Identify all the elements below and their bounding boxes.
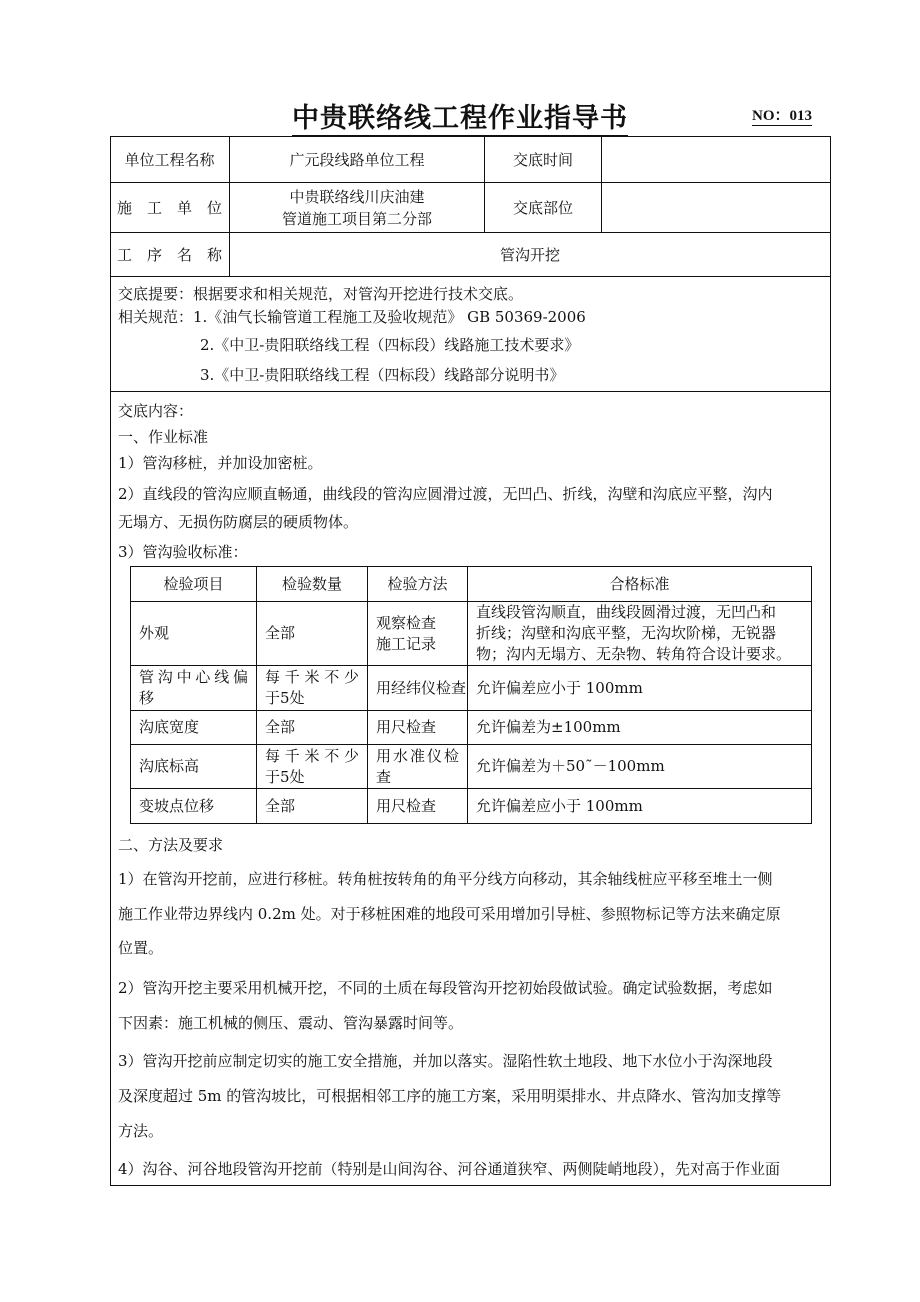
construction-unit-value: 中贵联络线川庆油建 管道施工项目第二分部: [281, 187, 432, 228]
table-header-cell: 合格标准: [609, 574, 670, 593]
paragraph-line: 3）管沟开挖前应制定切实的施工安全措施，并加以落实。湿陷性软土地段、地下水位小于沟深地段: [118, 1052, 773, 1070]
paragraph-line: 位置。: [118, 939, 164, 957]
paragraph-line: 2）管沟开挖主要采用机械开挖，不同的土质在每段管沟开挖初始段做试验。确定试验数据，考虑如: [118, 979, 773, 997]
table-cell: 允许偏差为＋50˜－100mm: [476, 757, 665, 775]
table-cell: 全部: [265, 624, 296, 642]
construction-unit-label: 施 工 单 位: [117, 198, 222, 217]
briefing-part-value: [602, 183, 830, 232]
table-cell: 允许偏差为±100mm: [476, 718, 621, 736]
content-heading: 交底内容：: [118, 402, 194, 420]
row-divider: [110, 391, 831, 392]
list-item: 3）管沟验收标准：: [118, 543, 248, 561]
list-item: 无塌方、无损伤防腐层的硬质物体。: [118, 513, 359, 531]
unit-project-label: 单位工程名称: [124, 150, 215, 169]
unit-project-value: 广元段线路单位工程: [289, 150, 425, 169]
table-cell: 外观: [139, 624, 170, 642]
related-standard-2: 2.《中卫-贵阳联络线工程（四标段）线路施工技术要求》: [200, 336, 580, 354]
table-cell: 变坡点位移: [139, 796, 215, 815]
paragraph-line: 下因素：施工机械的侧压、震动、管沟暴露时间等。: [118, 1014, 464, 1032]
table-cell: 沟底宽度: [139, 718, 200, 736]
table-cell: 用尺检查: [376, 796, 437, 815]
section-heading: 二、方法及要求: [118, 836, 224, 854]
table-cell: 用尺检查: [376, 718, 437, 736]
paragraph-line: 1）在管沟开挖前，应进行移桩。转角桩按转角的角平分线方向移动，其余轴线桩应平移至堆土一侧: [118, 870, 773, 888]
table-header-cell: 检验数量: [281, 574, 342, 593]
briefing-part-label: 交底部位: [512, 198, 573, 217]
paragraph-line: 及深度超过 5m 的管沟坡比，可根据相邻工序的施工方案，采用明渠排水、井点降水、管沟加支撑等: [118, 1087, 782, 1105]
table-cell: 允许偏差应小于 100mm: [476, 678, 643, 697]
related-standard-1: 相关规范：1.《油气长输管道工程施工及验收规范》 GB 50369-2006: [118, 308, 586, 326]
related-standard-3: 3.《中卫-贵阳联络线工程（四标段）线路部分说明书》: [200, 366, 565, 384]
process-name-value: 管沟开挖: [499, 245, 560, 264]
table-cell: 用经纬仪检查: [376, 678, 467, 697]
document-title: 中贵联络线工程作业指导书: [0, 96, 920, 135]
paragraph-line: 4）沟谷、河谷地段管沟开挖前（特别是山间沟谷、河谷通道狭窄、两侧陡峭地段），先对高于作业面: [118, 1160, 781, 1178]
table-header-cell: 检验方法: [387, 574, 448, 593]
list-item: 2）直线段的管沟应顺直畅通，曲线段的管沟应圆滑过渡，无凹凸、折线，沟壁和沟底应平整，沟内: [118, 485, 773, 503]
table-cell: 管沟中心线偏 移: [139, 668, 248, 707]
process-name-label: 工 序 名 称: [117, 245, 222, 264]
briefing-time-label: 交底时间: [512, 150, 573, 169]
table-cell: 每千米不少 于5处: [265, 746, 359, 786]
table-cell: 允许偏差应小于 100mm: [476, 796, 643, 815]
paragraph-line: 施工作业带边界线内 0.2m 处。对于移桩困难的地段可采用增加引导桩、参照物标记等方法来确定原: [118, 905, 781, 923]
table-cell: 用水准仪检 查: [376, 746, 459, 786]
table-cell: 直线段管沟顺直，曲线段圆滑过渡，无凹凸和 折线；沟壁和沟底平整，无沟坎阶梯，无锐器 物；沟内无塌方、无杂物、转角符合设计要求。: [476, 603, 792, 663]
table-header-cell: 检验项目: [163, 574, 224, 593]
list-item: 1）管沟移桩，并加设加密桩。: [118, 454, 323, 472]
table-cell: 全部: [265, 796, 296, 815]
table-cell: 全部: [265, 718, 296, 736]
paragraph-line: 方法。: [118, 1122, 164, 1140]
table-cell: 沟底标高: [139, 757, 200, 775]
table-cell: 观察检查 施工记录: [376, 613, 437, 653]
table-cell: 每千米不少 于5处: [265, 668, 359, 707]
row-divider: [110, 276, 831, 277]
briefing-time-value: [602, 137, 830, 182]
document-number: NO：013: [752, 108, 813, 124]
section-heading: 一、作业标准: [118, 428, 209, 446]
briefing-summary: 交底提要：根据要求和相关规范，对管沟开挖进行技术交底。: [118, 285, 524, 303]
